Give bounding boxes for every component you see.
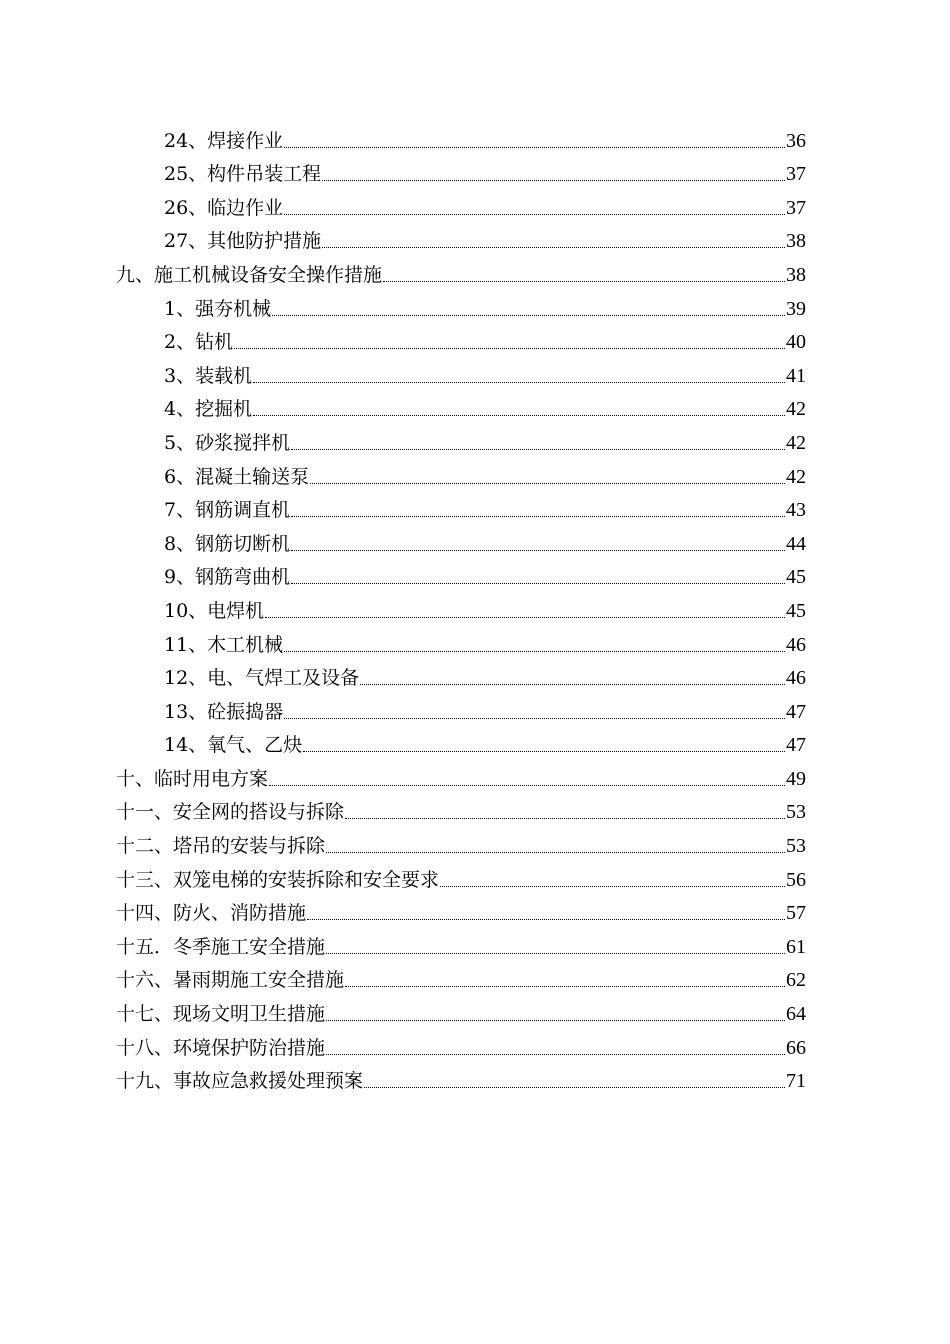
toc-dot-leader — [272, 315, 785, 316]
toc-entry-label: 1、强夯机械 — [164, 297, 272, 320]
toc-dot-leader — [326, 1020, 785, 1021]
toc-entry[interactable] — [116, 822, 806, 856]
toc-dot-leader — [284, 651, 785, 652]
toc-entry-page-number: 38 — [786, 263, 806, 286]
toc-dot-leader — [440, 886, 785, 887]
toc-entry[interactable] — [116, 688, 806, 722]
toc-dot-leader — [253, 415, 785, 416]
toc-entry-label: 5、砂浆搅拌机 — [164, 431, 291, 454]
toc-dot-leader — [383, 281, 785, 282]
toc-entry-label: 十、临时用电方案 — [116, 767, 269, 790]
toc-dot-leader — [310, 483, 785, 484]
toc-dot-leader — [253, 382, 785, 383]
toc-entry-page-number: 53 — [786, 835, 806, 858]
toc-dot-leader — [307, 919, 785, 920]
toc-entry[interactable] — [116, 520, 806, 554]
toc-entry[interactable] — [116, 184, 806, 218]
toc-entry[interactable] — [116, 386, 806, 420]
toc-entry-page-number: 56 — [786, 868, 806, 891]
toc-dot-leader — [322, 247, 785, 248]
toc-entry-page-number: 64 — [786, 1003, 806, 1026]
toc-entry-page-number: 37 — [786, 163, 806, 186]
toc-entry[interactable] — [116, 419, 806, 453]
toc-entry-page-number: 36 — [786, 129, 806, 152]
table-of-contents — [116, 117, 806, 1091]
toc-entry-label: 十六、暑雨期施工安全措施 — [116, 969, 345, 992]
toc-entry-page-number: 46 — [786, 667, 806, 690]
toc-entry[interactable] — [116, 251, 806, 285]
toc-entry-page-number: 43 — [786, 499, 806, 522]
toc-entry-page-number: 41 — [786, 364, 806, 387]
toc-entry-label: 10、电焊机 — [164, 599, 265, 622]
toc-entry-label: 3、装载机 — [164, 364, 253, 387]
toc-entry[interactable] — [116, 1024, 806, 1058]
toc-entry-label: 12、电、气焊工及设备 — [164, 667, 360, 690]
toc-entry[interactable] — [116, 957, 806, 991]
toc-entry[interactable] — [116, 453, 806, 487]
toc-entry-label: 十四、防火、消防措施 — [116, 902, 307, 925]
toc-entry-page-number: 42 — [786, 398, 806, 421]
toc-dot-leader — [234, 348, 785, 349]
toc-entry[interactable] — [116, 722, 806, 756]
toc-entry-page-number: 45 — [786, 599, 806, 622]
toc-entry-label: 9、钢筋弯曲机 — [164, 566, 291, 589]
toc-entry[interactable] — [116, 285, 806, 319]
toc-entry-page-number: 46 — [786, 633, 806, 656]
toc-dot-leader — [326, 852, 785, 853]
toc-entry[interactable] — [116, 554, 806, 588]
toc-entry-label: 十二、塔吊的安装与拆除 — [116, 835, 326, 858]
toc-dot-leader — [291, 550, 785, 551]
toc-dot-leader — [269, 785, 785, 786]
toc-entry-page-number: 66 — [786, 1036, 806, 1059]
toc-entry-label: 十三、双笼电梯的安装拆除和安全要求 — [116, 868, 440, 891]
toc-dot-leader — [284, 147, 785, 148]
toc-entry-page-number: 47 — [786, 734, 806, 757]
toc-entry[interactable] — [116, 218, 806, 252]
toc-dot-leader — [326, 953, 785, 954]
toc-entry[interactable] — [116, 789, 806, 823]
toc-dot-leader — [291, 449, 785, 450]
toc-entry[interactable] — [116, 587, 806, 621]
toc-dot-leader — [284, 214, 785, 215]
toc-entry-label: 24、焊接作业 — [164, 129, 284, 152]
toc-entry-label: 27、其他防护措施 — [164, 230, 322, 253]
toc-entry-page-number: 38 — [786, 230, 806, 253]
toc-entry-page-number: 61 — [786, 935, 806, 958]
toc-entry-page-number: 42 — [786, 431, 806, 454]
toc-dot-leader — [364, 1087, 785, 1088]
toc-entry[interactable] — [116, 487, 806, 521]
toc-entry-page-number: 49 — [786, 767, 806, 790]
toc-entry[interactable] — [116, 151, 806, 185]
toc-entry[interactable] — [116, 755, 806, 789]
toc-entry[interactable] — [116, 856, 806, 890]
toc-entry-label: 13、砼振捣器 — [164, 700, 284, 723]
toc-entry-label: 8、钢筋切断机 — [164, 532, 291, 555]
toc-dot-leader — [291, 583, 785, 584]
toc-entry-label: 十八、环境保护防治措施 — [116, 1036, 326, 1059]
toc-entry[interactable] — [116, 990, 806, 1024]
toc-entry-page-number: 40 — [786, 331, 806, 354]
toc-entry-label: 7、钢筋调直机 — [164, 499, 291, 522]
toc-dot-leader — [345, 986, 785, 987]
toc-entry-label: 4、挖掘机 — [164, 398, 253, 421]
toc-entry-label: 十五．冬季施工安全措施 — [116, 935, 326, 958]
toc-dot-leader — [345, 818, 785, 819]
toc-entry-page-number: 62 — [786, 969, 806, 992]
toc-entry-page-number: 53 — [786, 801, 806, 824]
toc-entry-page-number: 44 — [786, 532, 806, 555]
toc-entry-label: 25、构件吊装工程 — [164, 163, 322, 186]
toc-dot-leader — [360, 684, 785, 685]
toc-entry[interactable] — [116, 621, 806, 655]
toc-entry-page-number: 71 — [786, 1070, 806, 1093]
toc-entry-page-number: 45 — [786, 566, 806, 589]
toc-dot-leader — [265, 617, 785, 618]
toc-entry[interactable] — [116, 319, 806, 353]
toc-entry-label: 6、混凝土输送泵 — [164, 465, 310, 488]
toc-entry-label: 2、钻机 — [164, 331, 234, 354]
toc-entry[interactable] — [116, 1058, 806, 1092]
toc-dot-leader — [291, 516, 785, 517]
toc-entry-label: 14、氧气、乙炔 — [164, 734, 303, 757]
toc-dot-leader — [326, 1054, 785, 1055]
toc-entry-label: 十九、事故应急救援处理预案 — [116, 1070, 364, 1093]
toc-entry-label: 十七、现场文明卫生措施 — [116, 1003, 326, 1026]
toc-dot-leader — [303, 751, 785, 752]
toc-dot-leader — [284, 718, 785, 719]
toc-entry[interactable] — [116, 890, 806, 924]
toc-entry[interactable] — [116, 923, 806, 957]
toc-entry-label: 11、木工机械 — [164, 633, 284, 656]
toc-entry-label: 26、临边作业 — [164, 196, 284, 219]
toc-entry-page-number: 39 — [786, 297, 806, 320]
toc-entry-page-number: 42 — [786, 465, 806, 488]
toc-entry-page-number: 47 — [786, 700, 806, 723]
toc-entry-label: 九、施工机械设备安全操作措施 — [116, 263, 383, 286]
toc-dot-leader — [322, 180, 785, 181]
toc-entry-page-number: 57 — [786, 902, 806, 925]
toc-entry-label: 十一、安全网的搭设与拆除 — [116, 801, 345, 824]
toc-entry[interactable] — [116, 655, 806, 689]
toc-entry[interactable] — [116, 117, 806, 151]
toc-entry-page-number: 37 — [786, 196, 806, 219]
toc-entry[interactable] — [116, 352, 806, 386]
